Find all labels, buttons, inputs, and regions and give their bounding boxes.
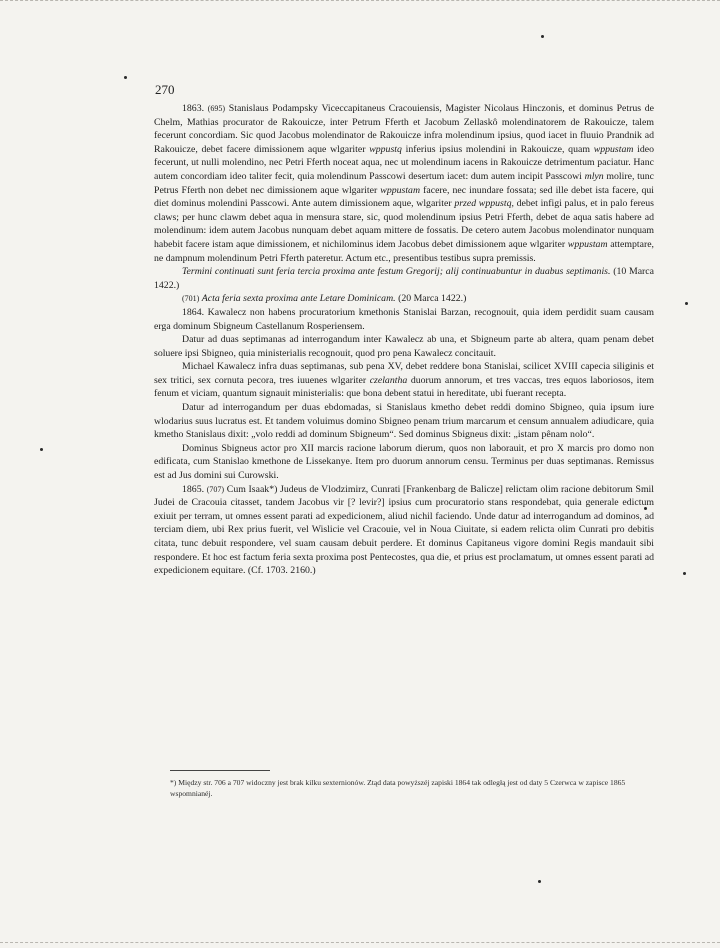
italic-term: czelantha (369, 374, 408, 386)
paragraph-datur-1: Datur ad duas septimanas ad interrogandum inter Kawalecz ab una, et Sbigneum parte ab altera, quam penam debet soluere ipsi Sbigneo, quia ministerialis recognouit, quod pro pena Kawalecz concitauit. (154, 334, 654, 359)
entry-text: Cum Isaak*) Judeus de Vlodzimirz, Cunrati [Frankenbarg de Balicze] relictam olim racione debitorum Smil Judei de Cracouia citasset, tandem Jacobus vir [? levir?] ipsius cum procuratorio stans respondebat, quia generale edictum exiuit per terram, ut omnes essent parati ad expedicionem, aliud nichil faciendo. Unde datur ad interrogandum ad dominos, ad terciam diem, ubi Rex prius fuerit, vel Wislicie vel Cracouie, vel in Noua Ciuitate, si eadem relicta olim Cunrati pro debitis citata, tunc debuit respondere, vel suam causam debuit perdere. Et dominus Capitaneus vigore domini Regis mandauit sibi respondere. Et hoc est factum feria sexta proxima post Pentecostes, qua die, et prius est proclamatum, ut omnes essent parati ad expedicionem equitare. (154, 483, 655, 577)
scan-speck (685, 302, 688, 305)
termini-date: (10 Marca 1422.) (154, 266, 655, 291)
entry-text: Stanislaus Podampsky Viceccapitaneus Cracouiensis, Magister Nicolaus Hinczonis, et dominus Petrus de Chelm, Mathias procurator de Rakouicze, inter Petrum Fferth et Jacobum Zellaskô molendinatorem de Rakouicze, talem fecerunt concordiam. Sic quod Jacobus molendinator de Rakouicze infra molendinum ipsius, quod iacet in fluuio Prandnik ad Rakouicze, debet facere dimissionem aque wlgariter (154, 103, 655, 155)
italic-term: przed wppustq, (454, 198, 514, 210)
entry-text: duorum annorum, et tres vaccas, tres equos laboriosos, item fenum et viciam, quantum signauit ministerialis: que bona debent statui in hereditate, ubi fuerant recepta. (154, 374, 655, 400)
page-top-edge (0, 0, 720, 1)
acta-date: (20 Marca 1422.) (398, 293, 467, 305)
entry-1865 (154, 483, 654, 578)
scan-speck (40, 448, 43, 451)
entry-text: molire, tunc Petrus Fferth non debet nec dimissionem aque wlgariter (154, 170, 654, 196)
footnote: *) Między str. 706 a 707 widoczny jest brak kilku sexternionów. Ztąd data powyższéj zapiski 1864 tak odległą jest od daty 5 Czerwca w zapisce 1865 wspomnianéj. (170, 778, 626, 798)
entry-text: ideo fecerunt, ut nulli molendino, nec Petri Fferth noceat aqua, nec ut molendinum iacens in Rakouicze detrimentum paciatur. Hanc autem concordiam ideo taliter fecit, quia molendinum Passcowi desertum iacet: dum autem incipit Passcowi (154, 143, 655, 182)
entry-text: debet infigi palus, et in palo fereus claws; per hunc clawm debet aqua in mensura stare, sic, quod molendinum ipsius Petri Fferth, debet de aqua satis habere ad molendinum: idem autem Jacobus nunquam debet aquam mittere de fossatis. De cetero autem Jacobus molendinator nunquam habebit facere istam aque dimissionem, et nichilominus idem Jacobus debet dimissionem aque wlgariter (154, 198, 654, 250)
folio-ref: (707) (206, 484, 225, 494)
folio-ref: (701) (182, 294, 200, 304)
entry-text: inferius ipsius molendini in Rakouicze, quam (405, 143, 590, 155)
footnote-rule (170, 770, 270, 771)
page-bottom-edge (0, 942, 720, 943)
folio-ref: (695) (207, 104, 226, 113)
entry-number: 1865. (182, 483, 205, 495)
cross-reference: (Cf. 1703. 2160.) (247, 565, 316, 577)
paragraph-dominus: Dominus Sbigneus actor pro XII marcis racione laborum dierum, quos non laborauit, et pro X marcis pro domo non edificata, cum Stanislao kmethone de Lissekanye. Item pro duorum annorum censu. Terminus per duas septimanas. Remissus est ad Jus domini sui Curowski. (154, 442, 654, 482)
entry-1864: 1864. Kawalecz non habens procuratorium kmethonis Stanislai Barzan, recognouit, quia idem perdidit suam causam erga dominum Sbigneum Castellanum Rosperiensem. (154, 306, 654, 332)
italic-term: wppustq (369, 143, 402, 155)
entry-1863 (154, 102, 654, 265)
termini-text: Termini continuati sunt feria tercia proxima ante festum Gregorij; alij continuabuntur in duabus septimanis. (182, 266, 611, 278)
italic-term: mlyn (584, 170, 604, 182)
acta-line (154, 292, 654, 306)
acta-text: Acta feria sexta proxima ante Letare Dominicam. (201, 293, 396, 305)
scan-speck (541, 35, 544, 38)
scan-speck (683, 572, 686, 575)
entry-text: Michael Kawalecz infra duas septimanas, sub pena XV, debet reddere bona Stanislai, scilicet XVIII capecia siliginis et sex tritici, sex cornuta pecora, tres iuuenes wlgariter (154, 361, 654, 386)
italic-term: wppustam (593, 143, 634, 155)
main-text (154, 102, 654, 578)
paragraph-datur-2: Datur ad interrogandum per duas ebdomadas, si Stanislaus kmetho debet reddi domino Sbigneo, quia ipsum iure wlodarius suus lucratus est. Et tandem voluimus domino Sbigneo penam trium marcarum et censum annualem adiudicare, quia kmetho Stanislaus dixit: „volo reddi ad dominum Sbigneum“. Sed dominus Sbigneus dixit: „istam pênam nolo“. (154, 402, 654, 441)
entry-number: 1863. (182, 103, 205, 114)
scan-speck (538, 880, 541, 883)
entry-text: facere, nec inundare fossata; sed ille debet ista facere, qui diet dominus molendini Passcowi. Ante autem dimissionem aque, wlgariter (154, 184, 655, 210)
page-number: 270 (155, 82, 175, 97)
italic-term: wppustam (567, 238, 608, 250)
paragraph-michael (154, 360, 654, 401)
entry-text: attemptare, ne dampnum molendinum Petri Fferth pateretur. Actum etc., presentibus testibus supra premissis. (154, 238, 655, 264)
termini-line (154, 265, 654, 292)
scan-speck (124, 76, 127, 79)
italic-term: wppustam (380, 184, 421, 196)
